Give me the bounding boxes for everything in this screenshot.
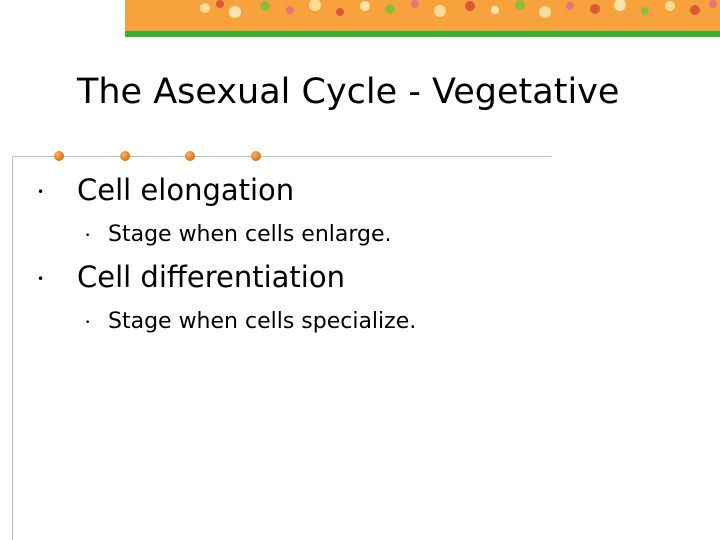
banner-green-line (125, 31, 720, 37)
sub-bullet-icon: • (85, 318, 91, 328)
orange-dot-icon (120, 151, 130, 161)
orange-dot-icon (185, 151, 195, 161)
bullet-item-1: Cell elongation (77, 173, 295, 207)
slide-title: The Asexual Cycle - Vegetative (77, 72, 620, 112)
sub-bullet-item-2: Stage when cells specialize. (108, 309, 417, 334)
bullet-icon: • (37, 185, 45, 199)
decorative-banner (125, 0, 720, 31)
orange-dot-icon (251, 151, 261, 161)
orange-dot-icon (54, 151, 64, 161)
left-margin-line (12, 157, 13, 540)
bullet-item-2: Cell differentiation (77, 260, 345, 294)
floral-pattern-image (125, 0, 720, 31)
sub-bullet-item-1: Stage when cells enlarge. (108, 222, 392, 247)
title-divider-line (12, 156, 552, 157)
bullet-icon: • (37, 272, 45, 286)
sub-bullet-icon: • (85, 231, 91, 241)
